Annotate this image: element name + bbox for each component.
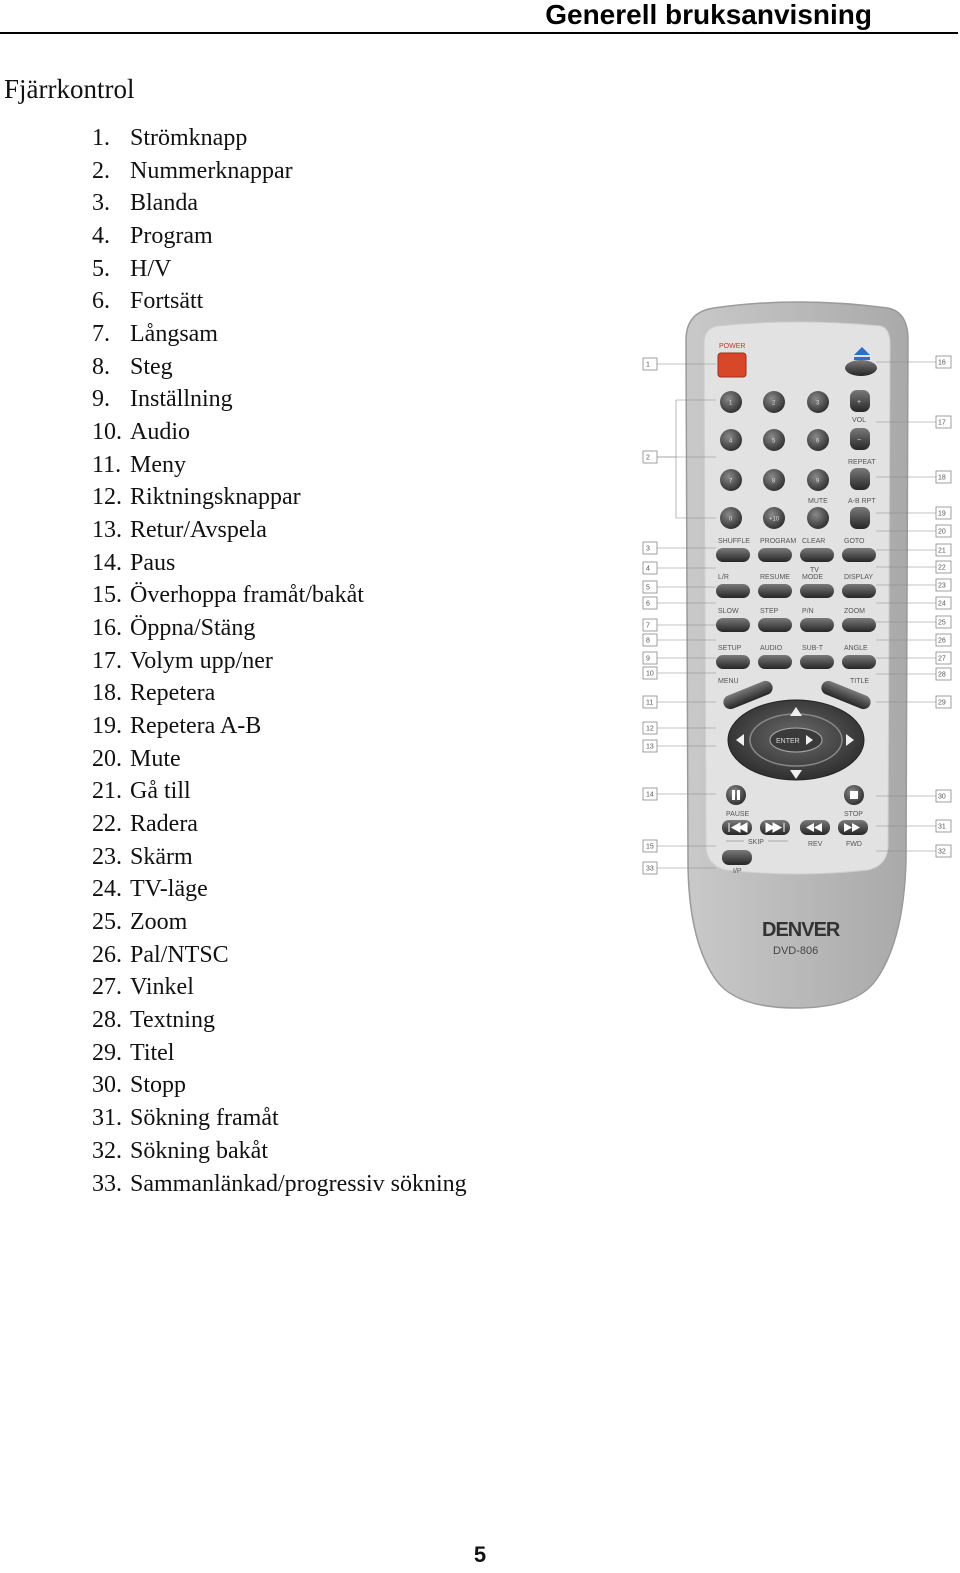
list-item-text: Meny xyxy=(130,451,186,478)
list-item-number: 27. xyxy=(92,974,122,1001)
list-item-text: Textning xyxy=(130,1007,215,1034)
display-button[interactable] xyxy=(842,584,876,598)
clear-button[interactable] xyxy=(800,548,834,562)
digit-button-6[interactable] xyxy=(807,429,829,451)
digit-label: 8 xyxy=(772,478,776,485)
callout-number: 33 xyxy=(646,865,654,873)
callout-number: 31 xyxy=(938,823,946,831)
clear-label: CLEAR xyxy=(802,538,826,545)
power-button[interactable] xyxy=(718,353,746,377)
list-item-text: Sökning framåt xyxy=(130,1105,279,1132)
skip-label: SKIP xyxy=(748,839,764,846)
ip-label: I/P xyxy=(733,868,742,875)
resume-label: RESUME xyxy=(760,574,790,581)
list-item-number: 25. xyxy=(92,909,122,936)
menu-label: MENU xyxy=(718,678,739,685)
list-item-number: 31. xyxy=(92,1105,122,1132)
digit-button-2[interactable] xyxy=(763,391,785,413)
rev-button[interactable] xyxy=(800,820,830,835)
tvmode2-label: MODE xyxy=(802,574,823,581)
callout-number: 19 xyxy=(938,510,946,518)
digit-label: 7 xyxy=(729,478,733,485)
list-item xyxy=(92,677,467,710)
list-item xyxy=(92,285,467,318)
audio-label: AUDIO xyxy=(760,645,783,652)
callout-number: 11 xyxy=(646,699,654,707)
list-item-number: 19. xyxy=(92,713,122,740)
callout-number: 21 xyxy=(938,547,946,555)
enter-label: ENTER xyxy=(776,738,800,745)
list-item xyxy=(92,1168,467,1201)
list-item xyxy=(92,318,467,351)
list-item xyxy=(92,939,467,972)
tvmode2-button[interactable] xyxy=(800,584,834,598)
step-button[interactable] xyxy=(758,618,792,632)
list-item-text: Retur/Avspela xyxy=(130,517,267,544)
callout-number: 30 xyxy=(938,793,946,801)
list-item xyxy=(92,416,467,449)
rev-label: REV xyxy=(808,841,823,848)
callout-number: 7 xyxy=(646,622,650,630)
callout-number: 24 xyxy=(938,600,946,608)
repeat-button[interactable] xyxy=(850,468,870,490)
list-item-number: 9. xyxy=(92,386,110,413)
callout-number: 32 xyxy=(938,848,946,856)
callout-number: 8 xyxy=(646,637,650,645)
digit-label: 4 xyxy=(729,438,733,445)
digit-label: 0 xyxy=(729,516,733,523)
list-item xyxy=(92,971,467,1004)
slow-button[interactable] xyxy=(716,618,750,632)
digit-label: 1 xyxy=(729,400,733,407)
direction-pad xyxy=(728,700,864,780)
display-label: DISPLAY xyxy=(844,574,874,581)
pn-button[interactable] xyxy=(800,618,834,632)
callout-number: 28 xyxy=(938,671,946,679)
list-item-text: Repetera xyxy=(130,680,216,707)
mute-label: MUTE xyxy=(808,498,828,505)
digit-button-4[interactable] xyxy=(720,429,742,451)
step-label: STEP xyxy=(760,608,779,615)
list-item xyxy=(92,1135,467,1168)
lr-button[interactable] xyxy=(716,584,750,598)
zoom-button[interactable] xyxy=(842,618,876,632)
angle-label: ANGLE xyxy=(844,645,868,652)
list-item-number: 2. xyxy=(92,157,110,184)
list-item-number: 15. xyxy=(92,582,122,609)
list-item-text: Sökning bakåt xyxy=(130,1137,268,1164)
skip-back-button[interactable] xyxy=(722,820,752,835)
digit-label: 5 xyxy=(772,438,776,445)
stop-label: STOP xyxy=(844,811,863,818)
list-item xyxy=(92,1037,467,1070)
pause-button[interactable] xyxy=(726,785,746,805)
tvmode-label-top: TV xyxy=(810,567,819,574)
callout-number: 26 xyxy=(938,637,946,645)
list-item-number: 1. xyxy=(92,125,110,151)
list-item xyxy=(92,481,467,514)
list-item-number: 24. xyxy=(92,876,122,903)
callout-number: 20 xyxy=(938,528,946,536)
list-item-text: Öppna/Stäng xyxy=(130,615,256,642)
plus10-label: +10 xyxy=(769,516,780,523)
angle-button[interactable] xyxy=(842,655,876,669)
stop-button[interactable] xyxy=(844,785,864,805)
abrpt-label: A-B RPT xyxy=(848,498,876,505)
list-item-text: TV-läge xyxy=(130,876,208,903)
digit-label: 9 xyxy=(816,478,820,485)
callout-number: 12 xyxy=(646,725,654,733)
title-label: TITLE xyxy=(850,678,870,685)
list-item-text: Volym upp/ner xyxy=(130,647,273,674)
list-item-number: 4. xyxy=(92,223,110,250)
list-item-number: 14. xyxy=(92,549,122,576)
plus10-button[interactable] xyxy=(763,507,785,529)
list-item-text: Paus xyxy=(130,549,176,576)
digit-label: 6 xyxy=(816,438,820,445)
list-item-text: Skärm xyxy=(130,843,193,870)
pn-label: P/N xyxy=(802,608,814,615)
fwd-label: FWD xyxy=(846,841,862,848)
list-item xyxy=(92,710,467,743)
setup-label: SETUP xyxy=(718,645,742,652)
list-item-number: 8. xyxy=(92,353,110,380)
remote-function-list xyxy=(92,122,467,1200)
list-item-number: 6. xyxy=(92,288,110,315)
digit-button-8[interactable] xyxy=(763,469,785,491)
list-item-number: 13. xyxy=(92,517,122,544)
list-item-text: Zoom xyxy=(130,909,188,936)
list-item-number: 17. xyxy=(92,647,122,674)
list-item xyxy=(92,1069,467,1102)
callout-number: 29 xyxy=(938,699,946,707)
subt-label: SUB-T xyxy=(802,645,823,652)
list-item-number: 32. xyxy=(92,1137,122,1164)
list-item-text: H/V xyxy=(130,255,172,282)
vol-minus-label: − xyxy=(857,437,862,444)
list-item-text: Sammanlänkad/progressiv sökning xyxy=(130,1170,467,1197)
enter-button[interactable] xyxy=(770,728,822,752)
callout-number: 9 xyxy=(646,655,650,663)
digit-label: 3 xyxy=(816,400,820,407)
page-number: 5 xyxy=(473,1542,487,1567)
ip-button[interactable] xyxy=(722,850,752,865)
lr-label: L/R xyxy=(718,574,729,581)
callout-number: 13 xyxy=(646,743,654,751)
remote-control-diagram xyxy=(636,300,956,1015)
list-item xyxy=(92,383,467,416)
list-item xyxy=(92,775,467,808)
list-item-number: 16. xyxy=(92,615,122,642)
slow-label: SLOW xyxy=(718,608,739,615)
callout-number: 2 xyxy=(646,454,650,462)
list-item xyxy=(92,122,467,155)
list-item-text: Radera xyxy=(130,811,198,838)
list-item xyxy=(92,906,467,939)
list-item-text: Långsam xyxy=(130,321,218,348)
digit-button-9[interactable] xyxy=(807,469,829,491)
callout-number: 15 xyxy=(646,843,654,851)
list-item xyxy=(92,1102,467,1135)
list-item xyxy=(92,579,467,612)
vol-label: VOL xyxy=(852,417,867,424)
list-item-text: Strömknapp xyxy=(130,125,248,151)
list-item-number: 28. xyxy=(92,1007,122,1034)
pause-label: PAUSE xyxy=(726,811,750,818)
digit-button-0[interactable] xyxy=(720,507,742,529)
list-item-number: 22. xyxy=(92,811,122,838)
list-item-text: Repetera A-B xyxy=(130,713,262,740)
list-item-text: Stopp xyxy=(130,1072,187,1099)
callout-number: 27 xyxy=(938,655,946,663)
list-item-number: 11. xyxy=(92,451,122,478)
digit-button-3[interactable] xyxy=(807,391,829,413)
callout-number: 22 xyxy=(938,564,946,572)
list-item xyxy=(92,743,467,776)
list-item xyxy=(92,808,467,841)
list-item-text: Titel xyxy=(130,1039,175,1066)
program-label: PROGRAM xyxy=(760,538,797,545)
list-item-number: 29. xyxy=(92,1039,122,1066)
list-item-number: 26. xyxy=(92,941,122,968)
resume-button[interactable] xyxy=(758,584,792,598)
list-item-text: Vinkel xyxy=(130,974,194,1001)
vol-down-button[interactable] xyxy=(850,428,870,450)
list-item-text: Inställning xyxy=(130,386,233,413)
section-heading: Fjärrkontrol xyxy=(4,74,135,104)
list-item-text: Gå till xyxy=(130,778,191,805)
stop-icon xyxy=(850,791,858,799)
list-item xyxy=(92,351,467,384)
callout-number: 25 xyxy=(938,619,946,627)
list-item-number: 30. xyxy=(92,1072,122,1099)
digit-label: 2 xyxy=(772,400,776,407)
brand-logo: DENVER xyxy=(762,919,840,941)
list-item-number: 23. xyxy=(92,843,122,870)
callout-number: 14 xyxy=(646,791,654,799)
model-name: DVD-806 xyxy=(773,945,819,957)
list-item-text: Pal/NTSC xyxy=(130,941,229,968)
list-item xyxy=(92,449,467,482)
list-item-text: Program xyxy=(130,223,213,250)
audio-button[interactable] xyxy=(758,655,792,669)
callout-number: 16 xyxy=(938,359,946,367)
list-item xyxy=(92,253,467,286)
list-item-number: 20. xyxy=(92,745,122,772)
vol-up-button[interactable] xyxy=(850,390,870,412)
list-item-text: Mute xyxy=(130,745,181,772)
callout-number: 5 xyxy=(646,584,650,592)
list-item-number: 12. xyxy=(92,484,122,511)
digit-button-5[interactable] xyxy=(763,429,785,451)
list-item xyxy=(92,645,467,678)
power-label: POWER xyxy=(719,343,746,350)
list-item-number: 10. xyxy=(92,419,122,446)
repeat-label: REPEAT xyxy=(848,459,876,466)
list-item xyxy=(92,547,467,580)
callout-number: 18 xyxy=(938,474,946,482)
shuffle-button[interactable] xyxy=(716,548,750,562)
shuffle-label: SHUFFLE xyxy=(718,538,750,545)
list-item-text: Nummerknappar xyxy=(130,157,293,184)
digit-button-7[interactable] xyxy=(720,469,742,491)
list-item xyxy=(92,514,467,547)
list-item-number: 5. xyxy=(92,255,110,282)
subt-button[interactable] xyxy=(800,655,834,669)
callout-number: 4 xyxy=(646,565,650,573)
page-header-title: Generell bruksanvisning xyxy=(545,0,872,30)
list-item-text: Fortsätt xyxy=(130,288,204,315)
list-item-text: Audio xyxy=(130,419,190,446)
list-item-text: Riktningsknappar xyxy=(130,484,301,511)
header-rule xyxy=(0,32,958,34)
callout-number: 3 xyxy=(646,545,650,553)
list-item-number: 33. xyxy=(92,1170,122,1197)
callout-number: 1 xyxy=(646,361,650,369)
goto-button[interactable] xyxy=(842,548,876,562)
callout-number: 6 xyxy=(646,600,650,608)
mute-button[interactable] xyxy=(807,507,829,529)
list-item xyxy=(92,1004,467,1037)
list-item xyxy=(92,873,467,906)
list-item-text: Blanda xyxy=(130,190,198,217)
list-item xyxy=(92,155,467,188)
callout-number: 17 xyxy=(938,419,946,427)
digit-button-1[interactable] xyxy=(720,391,742,413)
list-item-text: Steg xyxy=(130,353,173,380)
setup-button[interactable] xyxy=(716,655,750,669)
list-item-number: 21. xyxy=(92,778,122,805)
pause-icon xyxy=(732,790,735,800)
list-item xyxy=(92,612,467,645)
zoom-label: ZOOM xyxy=(844,608,865,615)
callout-number: 23 xyxy=(938,582,946,590)
ab-repeat-button[interactable] xyxy=(850,507,870,529)
list-item xyxy=(92,841,467,874)
list-item xyxy=(92,187,467,220)
vol-plus-label: + xyxy=(857,399,862,406)
fwd-button[interactable] xyxy=(838,820,868,835)
list-item-text: Överhoppa framåt/bakåt xyxy=(130,582,364,609)
skip-forward-button[interactable] xyxy=(760,820,790,835)
list-item-number: 18. xyxy=(92,680,122,707)
list-item-number: 7. xyxy=(92,321,110,348)
callout-number: 10 xyxy=(646,670,654,678)
list-item xyxy=(92,220,467,253)
program-button[interactable] xyxy=(758,548,792,562)
goto-label: GOTO xyxy=(844,538,865,545)
list-item-number: 3. xyxy=(92,190,110,217)
